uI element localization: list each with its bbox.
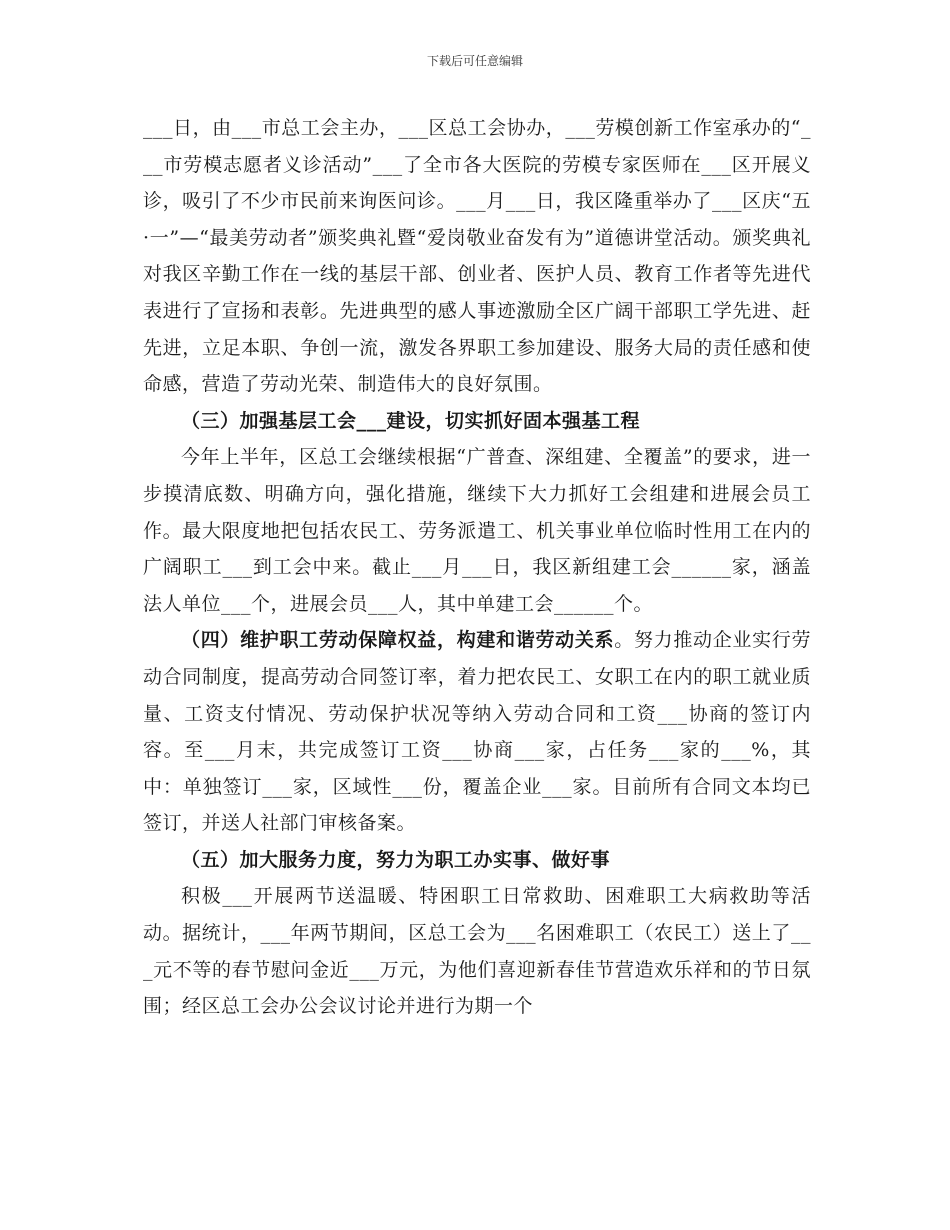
- page-header: 下载后可任意编辑: [426, 54, 523, 68]
- paragraph-labor-events: ___日，由___市总工会主办，___区总工会协办，___劳模创新工作室承办的“___市劳模志愿者义诊活动”___了全市各大医院的劳模专家医师在___区开展义诊，吸引了不少市民前来询医问诊。___月___日，我区隆重举办了___区庆“五·一”—“最美劳动者”颁奖典礼暨“爱岗敬业奋发有为”道德讲堂活动。颁奖典礼对我区辛勤工作在一线的基层干部、创业者、医护人员、教育工作者等先进代表进行了宣扬和表彰。先进典型的感人事迹激励全区广阔干部职工学先进、赶先进，立足本职、争创一流，激发各界职工参加建设、服务大局的责任感和使命感，营造了劳动光荣、制造伟大的良好氛围。: [143, 117, 811, 396]
- paragraph-union-building: 今年上半年，区总工会继续根据“广普查、深组建、全覆盖”的要求，进一步摸清底数、明确方向，强化措施，继续下大力抓好工会组建和进展会员工作。最大限度地把包括农民工、劳务派遣工、机关事业单位临时性用工在内的广阔职工___到工会中来。截止___月___日，我区新组建工会______家，涵盖法人单位___个，进展会员___人，其中单建工会______个。: [143, 446, 811, 615]
- document-body: [143, 110, 811, 1025]
- paragraph-labor-rights: [143, 622, 811, 842]
- section-heading-3: （三）加强基层工会___建设，切实抓好固本强基工程: [181, 409, 641, 432]
- section-heading-4: （四）维护职工劳动保障权益，构建和谐劳动关系: [181, 629, 615, 652]
- paragraph-labor-rights-text: 。努力推动企业实行劳动合同制度，提高劳动合同签订率，着力把农民工、女职工在内的职工就业质量、工资支付情况、劳动保护状况等纳入劳动合同和工资___协商的签订内容。至___月末，共完成签订工资___协商___家，占任务___家的___%，其中：单独签订___家，区域性___份，覆盖企业___家。目前所有合同文本均已签订，并送人社部门审核备案。: [143, 629, 811, 835]
- section-heading-5: （五）加大服务力度，努力为职工办实事、做好事: [181, 848, 611, 871]
- paragraph-services: 积极___开展两节送温暖、特困职工日常救助、困难职工大病救助等活动。据统计，___年两节期间，区总工会为___名困难职工（农民工）送上了___元不等的春节慰问金近___万元，为他们喜迎新春佳节营造欢乐祥和的节日氛围；经区总工会办公会议讨论并进行为期一个: [143, 885, 811, 1018]
